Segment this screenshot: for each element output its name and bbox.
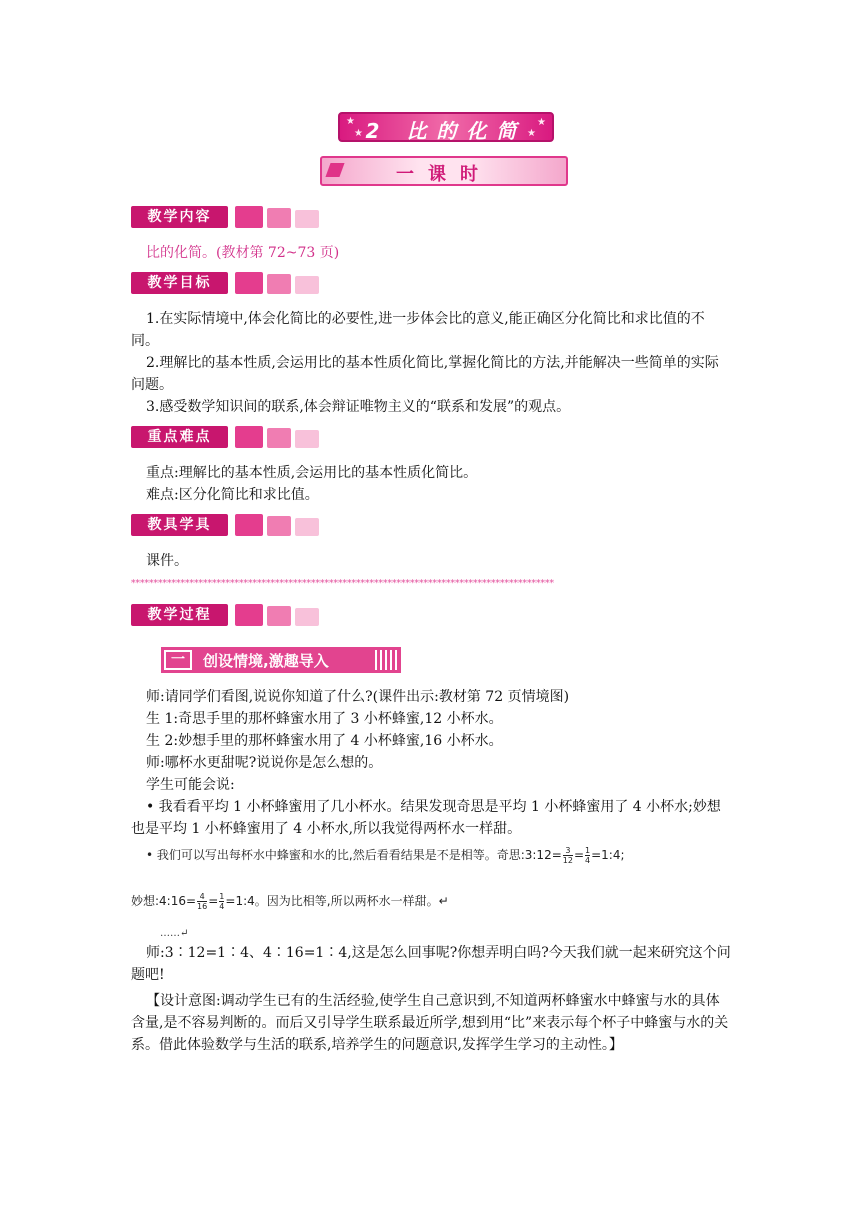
ellipsis: ……↵ [160, 928, 189, 939]
fraction-denominator: 4 [585, 856, 591, 865]
goal-1: 1.在实际情境中,体会化简比的必要性,进一步体会比的意义,能正确区分化简比和求比值的不同。 [131, 311, 705, 349]
bullet-2-line1 [146, 846, 746, 865]
section-header-content [131, 206, 331, 228]
design-intent: 【设计意图:调动学生已有的生活经验,使学生自己意识到,不知道两杯蜂蜜水中蜂蜜与水的具体含量,是不容易判断的。而后又引导学生联系最近所学,想到用“比”来表示每个杯子中蜂蜜与水的关系。借此体验数学与生活的联系,培养学生的问题意识,发挥学生学习的主动性。】 [131, 993, 729, 1053]
bullet-2-tail2: =1:4。因为比相等,所以两杯水一样甜。↵ [225, 894, 449, 908]
decor-square [295, 276, 319, 294]
dialogue-line: 生 2:妙想手里的那杯蜂蜜水用了 4 小杯蜂蜜,16 小杯水。 [146, 733, 503, 749]
star-divider: ********************************************************************************************** [131, 579, 554, 589]
decor-square [295, 210, 319, 228]
bullet-2-lead: • 我们可以写出每杯水中蜂蜜和水的比,然后看看结果是不是相等。奇思:3:12= [146, 848, 562, 862]
dialogue-line: 师:请同学们看图,说说你知道了什么?(课件出示:教材第 72 页情境图) [146, 689, 570, 705]
equals-sign: = [573, 848, 585, 862]
key-point: 重点:理解比的基本性质,会运用比的基本性质化简比。 [146, 465, 478, 481]
fraction [219, 892, 224, 911]
section-label: 教学目标 [131, 272, 228, 294]
fraction-denominator: 16 [197, 902, 208, 911]
section-label: 教学内容 [131, 206, 228, 228]
section-header-tools [131, 514, 331, 536]
decor-square [295, 608, 319, 626]
page-title: 2 比的化简 [365, 119, 527, 143]
decor-square [267, 428, 291, 448]
decor-square [235, 604, 263, 626]
title-banner [338, 112, 554, 142]
decor-square [267, 208, 291, 228]
bullet-2-lead2: 妙想:4:16= [131, 894, 197, 908]
decor-square [235, 426, 263, 448]
dialogue-line: 生 1:奇思手里的那杯蜂蜜水用了 3 小杯蜂蜜,12 小杯水。 [146, 711, 503, 727]
fraction-numerator: 3 [563, 846, 573, 856]
teacher-question: 师:3∶12=1∶4、4∶16=1∶4,这是怎么回事呢?你想弄明白吗?今天我们就一起来研究这个问题吧! [131, 945, 731, 983]
content-text: 比的化简。(教材第 72~73 页) [146, 245, 340, 261]
star-icon: ★ [527, 128, 536, 139]
fraction [585, 846, 590, 865]
star-icon: ★ [346, 116, 355, 127]
section-label: 教具学具 [131, 514, 228, 536]
page-subtitle: 一课时 [396, 164, 492, 185]
bullet-1: • 我看看平均 1 小杯蜂蜜用了几小杯水。结果发现奇思是平均 1 小杯蜂蜜用了 4 小杯水;妙想也是平均 1 小杯蜂蜜用了 4 小杯水,所以我觉得两杯水一样甜。 [131, 799, 721, 837]
section-header-keypoints [131, 426, 331, 448]
dialogue-line: 师:哪杯水更甜呢?说说你是怎么想的。 [146, 755, 383, 771]
subtitle-banner [320, 156, 568, 186]
fraction-numerator: 1 [585, 846, 591, 855]
bullet-2-tail: =1:4; [591, 848, 625, 862]
section-header-goals [131, 272, 331, 294]
decor-square [295, 430, 319, 448]
bullet-2-line2 [131, 892, 731, 911]
section-label: 教学过程 [131, 604, 228, 626]
dialogue-line: 学生可能会说: [146, 777, 235, 793]
decor-square [235, 272, 263, 294]
goal-3: 3.感受数学知识间的联系,体会辩证唯物主义的“联系和发展”的观点。 [146, 399, 571, 415]
star-icon: ★ [354, 128, 363, 139]
step-number: 一 [164, 650, 192, 670]
decor-square [267, 606, 291, 626]
fraction-numerator: 4 [197, 892, 207, 902]
difficult-point: 难点:区分化简比和求比值。 [146, 487, 319, 503]
fraction-denominator: 12 [562, 856, 573, 865]
decor-square [267, 274, 291, 294]
section-header-process [131, 604, 331, 626]
fraction [563, 846, 573, 865]
tools-text: 课件。 [146, 553, 188, 569]
decor-square [235, 206, 263, 228]
decor-square [235, 514, 263, 536]
fraction [197, 892, 207, 911]
decor-square [267, 516, 291, 536]
goal-2: 2.理解比的基本性质,会运用比的基本性质化简比,掌握化简比的方法,并能解决一些简单的实际问题。 [131, 355, 719, 393]
step-title: 创设情境,激趣导入 [203, 652, 329, 670]
stripes-icon [375, 650, 397, 670]
step-banner [161, 647, 401, 673]
section-label: 重点难点 [131, 426, 228, 448]
star-icon: ★ [537, 117, 546, 128]
fraction-numerator: 1 [219, 892, 225, 901]
equals-sign: = [208, 894, 219, 908]
decor-square [295, 518, 319, 536]
fraction-denominator: 4 [219, 902, 225, 911]
